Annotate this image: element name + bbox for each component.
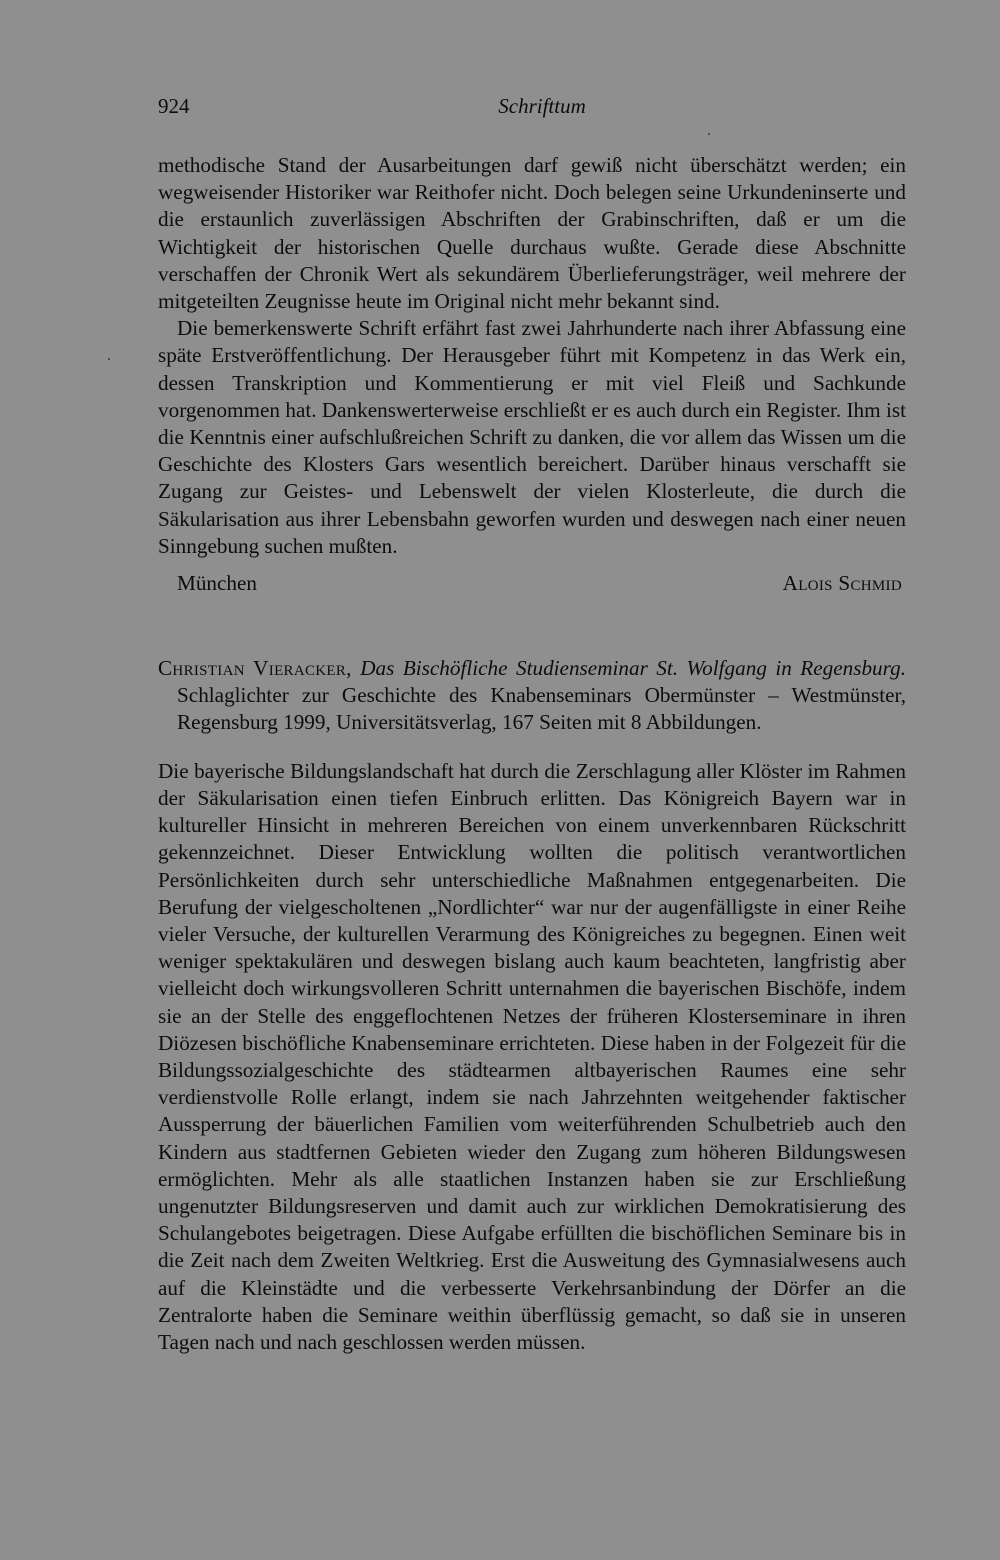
bibliographic-entry [158,655,906,737]
running-head [158,94,906,124]
review-body: Die bayerische Bildungslandschaft hat durch die Zerschlagung aller Klöster im Rahmen der Säkularisation einen tiefen Einbruch erlitten. Das Königreich Bayern war in kultureller Hinsicht in mehreren Bereichen von einem unverkennbaren Rückschritt gekennzeichnet. Dieser Entwicklung wollten die politisch verantwortlichen Persönlichkeiten durch sehr unterschiedliche Maßnahmen entgegenarbeiten. Die Berufung der vielgescholtenen „Nordlichter“ war nur der augenfälligste in einer Reihe vieler Versuche, der kulturellen Verarmung des Königreiches zu begegnen. Einen weit weniger spektakulären und deswegen bislang auch kaum beachteten, langfristig aber vielleicht doch wirkungsvolleren Schritt unternahmen die bayerischen Bischöfe, indem sie an der Stelle des enggeflochtenen Netzes der früheren Klosterseminare in ihren Diözesen bischöfliche Knabenseminare errichteten. Diese haben in der Folgezeit für die Bildungssozialgeschichte des städtearmen altbayerischen Raumes eine sehr verdienstvolle Rolle erlangt, indem sie nach Jahrzehnten weitgehender faktischer Aussperrung der bäuerlichen Familien vom weiterführenden Schulbetrieb auch den Kindern aus stadtfernen Gebieten wieder den Zugang zum höheren Bildungswesen ermöglichten. Mehr als alle staatlichen Instanzen haben sie zur Erschließung ungenutzter Bildungsreserven und damit auch zur wirklichen Demokratisierung des Schulangebotes beigetragen. Diese Aufgabe erfüllten die bischöflichen Seminare bis in die Zeit nach dem Zweiten Weltkrieg. Erst die Ausweitung des Gymnasialwesens auch auf die Kleinstädte und die verbesserte Verkehrsanbindung der Dörfer an die Zentralorte haben die Seminare weithin überflüssig gemacht, so daß sie in unseren Tagen nach und nach geschlossen werden müssen. [158,758,906,1355]
review-continuation [158,152,906,560]
reviewer-name: Alois Schmid [782,571,902,595]
running-title: Schrifttum [498,94,586,118]
book-author: Christian Vieracker, [158,656,352,680]
review-place: München [177,571,258,595]
page-number: 924 [158,94,190,118]
book-details: Schlaglichter zur Geschichte des Knabenseminars Obermünster – Westmünster, Regensburg 1999, Universitätsverlag, 167 Seiten mit 8 Abbildungen. [177,683,906,735]
book-title: Das Bischöfliche Studienseminar St. Wolfgang in Regensburg. [360,656,906,680]
scan-speck [108,358,110,360]
review-signature [177,571,902,599]
review-paragraph: methodische Stand der Ausarbeitungen darf gewiß nicht überschätzt werden; ein wegweisender Historiker war Reithofer nicht. Doch belegen seine Urkundeninserte und die erstaunlich zuverlässigen Abschriften der Grabinschriften, daß er um die Wichtigkeit der historischen Quelle durchaus wußte. Gerade diese Abschnitte verschaffen der Chronik Wert als sekundärem Überlieferungsträger, weil mehrere der mitgeteilten Zeugnisse heute im Original nicht mehr bekannt sind. [158,153,906,314]
scan-speck [708,133,710,135]
review-paragraph: Die bemerkenswerte Schrift erfährt fast zwei Jahrhunderte nach ihrer Abfassung eine späte Erstveröffentlichung. Der Herausgeber führt mit Kompetenz in das Werk ein, dessen Transkription und Kommentierung er mit viel Fleiß und Sachkunde vorgenommen hat. Dankenswerterweise erschließt er es auch durch ein Register. Ihm ist die Kenntnis einer aufschlußreichen Schrift zu danken, die vor allem das Wissen um die Geschichte des Klosters Gars wesentlich bereichert. Darüber hinaus verschafft sie Zugang zur Geistes- und Lebenswelt der vielen Klosterleute, die durch die Säkularisation aus ihrer Lebensbahn geworfen wurden und deswegen nach einer neuen Sinngebung suchen mußten. [158,316,906,558]
book-review [158,655,906,1377]
